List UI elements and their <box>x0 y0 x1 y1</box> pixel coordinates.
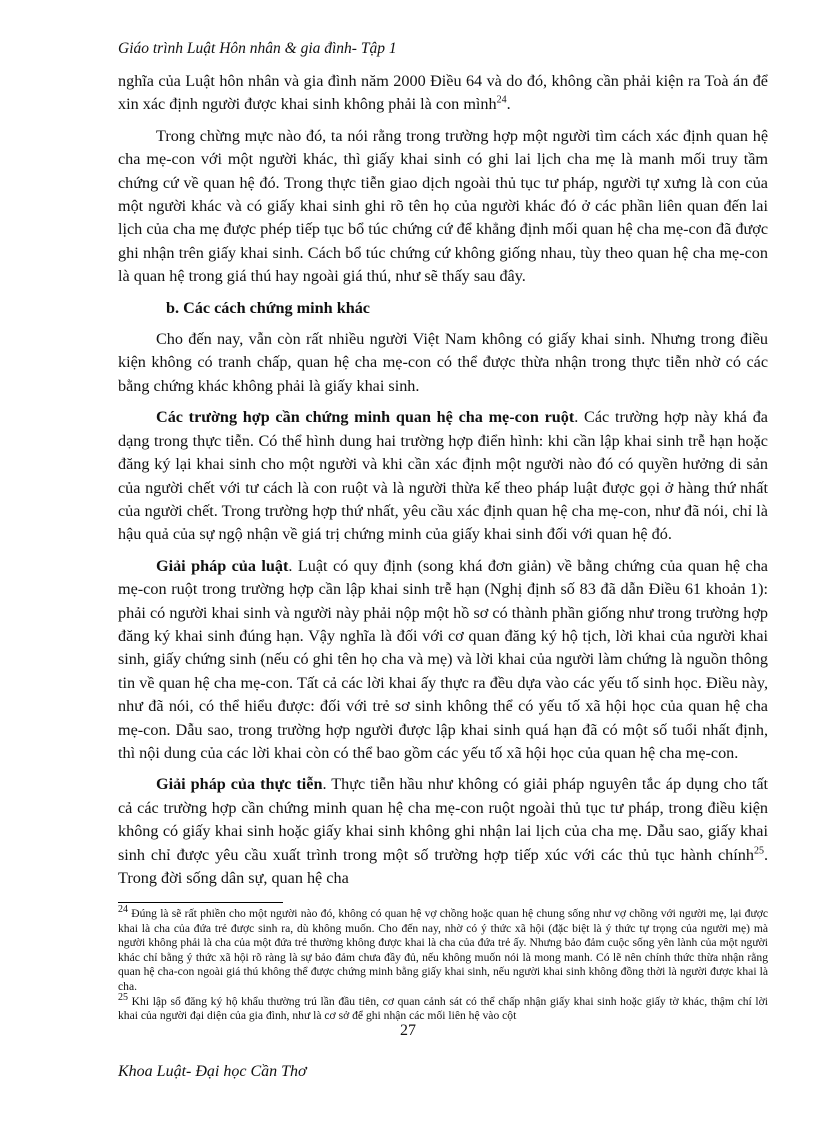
paragraph-cases <box>118 406 768 546</box>
footnote-ref-24[interactable]: 24 <box>496 95 507 107</box>
run-in-heading: Các trường hợp cần chứng minh quan hệ cha mẹ-con ruột <box>156 408 575 427</box>
footnote-24 <box>118 904 768 995</box>
run-in-heading: Giải pháp của thực tiễn <box>156 775 323 794</box>
footnote-mark: 25 <box>118 991 128 1003</box>
paragraph-text: . Các trường hợp này khá đa dạng trong thực tiễn. Có thể hình dung hai trường hợp điển hình: khi cần lập khai sinh trễ hạn hoặc đăng ký lại khai sinh cho một người và khi cần xác định một người nào đó có quyền hưởng di sản của người chết với tư cách là con ruột và là người thừa kế theo pháp luật được gọi ở hàng thứ nhất của người chết. Trong trường hợp thứ nhất, yêu cầu xác định quan hệ cha mẹ-con, như đã nói, chỉ là hậu quả của sự ngộ nhận về giá trị chứng minh của giấy khai sinh đối với quan hệ đó. <box>118 408 768 544</box>
paragraph-no-birth-certificate: Cho đến nay, vẫn còn rất nhiều người Việt Nam không có giấy khai sinh. Nhưng trong điều kiện không có tranh chấp, quan hệ cha mẹ-con có thể được thừa nhận trong thực tiễn nhờ có các bằng chứng khác không phải là giấy khai sinh. <box>118 330 768 395</box>
paragraph-text-end: . Trong đời sống dân sự, quan hệ cha <box>118 845 768 887</box>
footnote-divider <box>118 902 283 903</box>
footnote-text: Khi lập sổ đăng ký hộ khẩu thường trú lần đầu tiên, cơ quan cảnh sát có thể chấp nhận giấy khai sinh hoặc giấy tờ khác, thậm chí lời khai của người đại diện của gia đình, như là cơ sở để ghi nhận các mối liên hệ vào cột <box>118 994 768 1023</box>
paragraph-legal-solution <box>118 555 768 766</box>
footnote-mark: 24 <box>118 904 128 916</box>
paragraph-text-end: . <box>506 95 511 114</box>
paragraph-continuation <box>118 70 768 117</box>
running-header: Giáo trình Luật Hôn nhân & gia đình- Tập 1 <box>118 40 397 57</box>
paragraph-text: nghĩa của Luật hôn nhân và gia đình năm 2000 Điều 64 và do đó, không cần phải kiện ra Toà án để xin xác định người được khai sinh không phải là con mình <box>118 72 768 114</box>
paragraph-text: . Luật có quy định (song khá đơn giản) về bằng chứng của quan hệ cha mẹ-con ruột trong trường hợp cần lập khai sinh trễ hạn (Nghị định số 83 đã dẫn Điều 61 khoản 1): phải có người khai sinh và người này phải nộp một hồ sơ có thành phần giống như trong trường hợp đăng ký khai sinh đúng hạn. Vậy nghĩa là đối với cơ quan đăng ký hộ tịch, lời khai của người khai sinh, giấy chứng sinh (nếu có ghi tên họ cha và mẹ) và lời khai của người làm chứng là nguồn thông tin về quan hệ cha mẹ-con. Tất cả các lời khai ấy thực ra đều dựa vào các yếu tố sinh học. Điều này, như đã nói, có thể hiểu được: đối với trẻ sơ sinh không thể có yếu tố xã hội học của quan hệ cha mẹ-con. Dẫu sao, trong trường hợp người được lập khai sinh quá hạn đã có một số tuổi nhất định, thì nội dung của các lời khai còn có thể bao gồm các yếu tố xã hội học của quan hệ cha mẹ-con. <box>118 556 768 762</box>
footnote-text: Đúng là sẽ rất phiền cho một người nào đó, không có quan hệ vợ chồng hoặc quan hệ chung sống như vợ chồng với người mẹ, lại được khai là cha của đứa trẻ được sinh ra, dù không muốn. Cho đến nay, nhờ có ý thức xã hội (đặc biệt là ý thức tự trọng của người mẹ) mà người không phải là cha của một đứa trẻ thường không được khai là cha của đứa trẻ ấy. Nhưng bảo đảm cuộc sống yên lành của một người khác chỉ bằng ý thức xã hội rõ ràng là sự bảo đảm chưa đầy đủ, nếu không muốn nói là mong manh. Có lẽ nên chính thức thừa nhận rằng quan hệ cha-con ngoài giá thú không thể được chứng minh bằng giấy khai sinh, nếu người khai sinh không đồng thời là người được khai là cha. <box>118 907 768 993</box>
footnote-25 <box>118 991 768 1024</box>
paragraph-text: . Thực tiễn hầu như không có giải pháp nguyên tắc áp dụng cho tất cả các trường hợp cần chứng minh quan hệ cha mẹ-con ruột ngoài thủ tục tư pháp, trong điều kiện không có giấy khai sinh hoặc giấy khai sinh không ghi nhận lai lịch của cha mẹ. Dẫu sao, giấy khai sinh chỉ được yêu cầu xuất trình trong một số trường hợp tiếp xúc với các thủ tục hành chính <box>118 775 769 864</box>
footnotes <box>118 904 768 1024</box>
paragraph-tracing-evidence: Trong chừng mực nào đó, ta nói rằng trong trường hợp một người tìm cách xác định quan hệ cha mẹ-con với một người khác, thì giấy khai sinh có ghi lai lịch cha mẹ là manh mối truy tầm chứng cứ về quan hệ đó. Trong thực tiễn giao dịch ngoài thủ tục tư pháp, người tự xưng là con của một người khác và có giấy khai sinh ghi rõ tên họ của người khác đó ở các phần liên quan đến lai lịch của cha mẹ được phép tiếp tục bổ túc chứng cứ để khẳng định mối quan hệ cha mẹ-con đã được ghi nhận trên giấy khai sinh. Cách bổ túc chứng cứ không giống nhau, tùy theo quan hệ cha mẹ-con là quan hệ trong giá thú hay ngoài giá thú, như sẽ thấy sau đây. <box>118 126 768 286</box>
section-heading-b: b. Các cách chứng minh khác <box>166 298 370 317</box>
main-text <box>118 70 768 890</box>
footnote-ref-25[interactable]: 25 <box>753 845 764 857</box>
paragraph-practical-solution <box>118 773 768 890</box>
running-footer: Khoa Luật- Đại học Cần Thơ <box>118 1063 307 1080</box>
page-number: 27 <box>400 1022 416 1039</box>
run-in-heading: Giải pháp của luật <box>156 556 289 575</box>
